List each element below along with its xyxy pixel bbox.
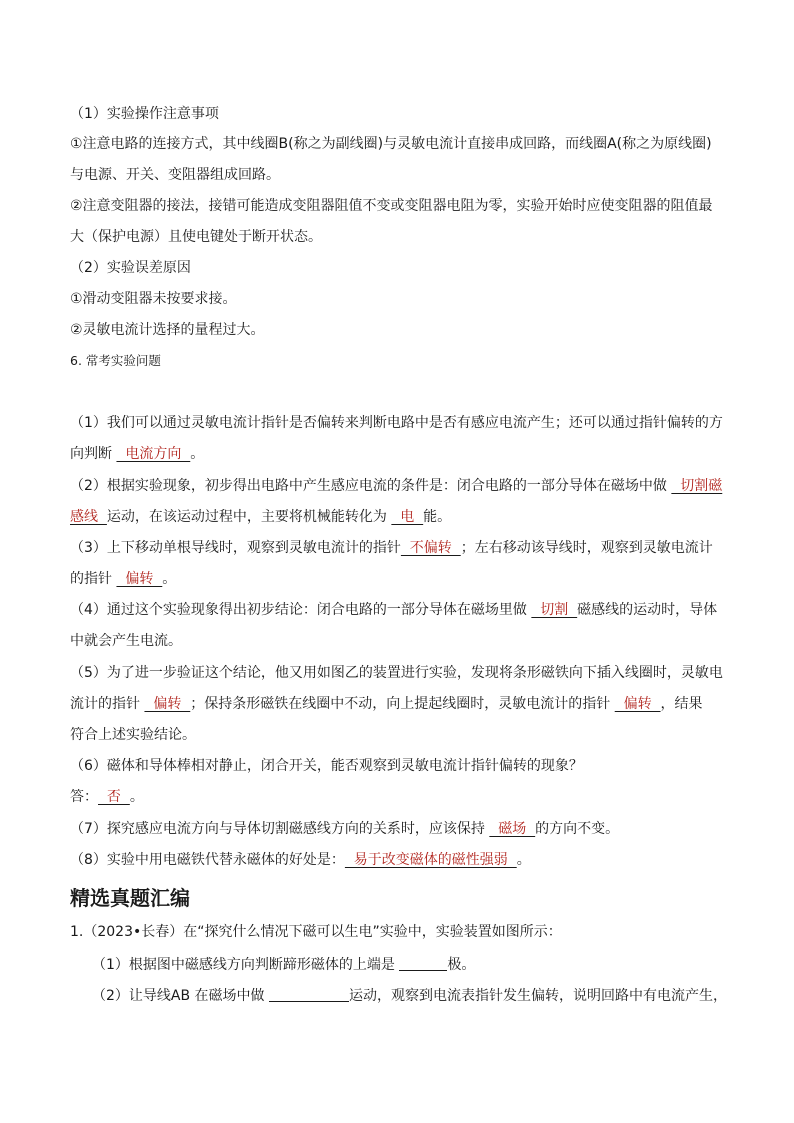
q4-suffix: 磁感线的运动时，导体 [577,602,718,618]
q4-prefix: （4）通过这个实验现象得出初步结论：闭合电路的一部分导体在磁场里做 [70,602,532,618]
q3-line1 [70,538,730,558]
q2-answer2: 电 [391,509,424,525]
notes-item2-line1: ②注意变阻器的接法，接错可能造成变阻器阻值不变或变阻器电阻为零，实验开始时应使变阻器的阻值最 [70,198,713,214]
q2-prefix: （2）根据实验现象，初步得出电路中产生感应电流的条件是：闭合电路的一部分导体在磁场中做 [70,478,672,494]
q4-answer: 切割 [531,602,578,618]
section6-title: 6. 常考实验问题 [70,353,161,368]
q8-line1 [70,850,730,870]
q7-suffix: 的方向不变。 [535,821,620,837]
q2-answer1-part1: 切割磁 [671,478,723,494]
q7-line1 [70,819,730,839]
notes-item1-line2: 与电源、开关、变阻器组成回路。 [70,167,280,183]
q2-line2 [70,507,730,527]
q1-suffix: 。 [190,446,205,462]
problem1-sub2-suffix: 运动，观察到电流表指针发生偏转，说明回路中有电流产生， [349,988,727,1004]
notes-section1-title: （1）实验操作注意事项 [70,106,219,122]
q2-middle: 运动，在该运动过程中，主要将机械能转化为 [106,509,392,525]
q3-middle: ；左右移动该导线时，观察到灵敏电流计 [460,540,713,556]
q6-suffix: 。 [129,789,144,805]
q1-line1: （1）我们可以通过灵敏电流计指针是否偏转来判断电路中是否有感应电流产生；还可以通过指针偏转的方 [70,415,723,431]
q5-suffix: ，结果 [660,696,703,712]
q5-prefix: 流计的指针 [70,696,145,712]
q6-line1: （6）磁体和导体棒相对静止，闭合开关，能否观察到灵敏电流计指针偏转的现象？ [70,758,583,774]
notes-section2-title: （2）实验误差原因 [70,260,191,276]
q3-answer1: 不偏转 [400,540,461,556]
problem1-sub2 [92,986,752,1006]
q1-answer: 电流方向 [116,446,191,462]
q1-prefix: 向判断 [70,446,117,462]
q8-suffix: 。 [516,852,531,868]
problem1-sub1-blank[interactable] [399,956,447,971]
problem1-sub1-suffix: 极。 [447,957,476,973]
q6-line2 [70,787,730,807]
problem1-sub1 [92,955,752,975]
q5-middle: ；保持条形磁铁在线圈中不动，向上提起线圈时，灵敏电流计的指针 [190,696,615,712]
problem1-sub1-prefix: （1）根据图中磁感线方向判断蹄形磁体的上端是 [92,957,400,973]
q5-line3: 符合上述实验结论。 [70,727,196,743]
problem1-sub2-prefix: （2）让导线AB 在磁场中做 [92,988,269,1004]
q2-suffix: 能。 [423,509,452,525]
notes-error-item1: ①滑动变阻器未按要求接。 [70,291,237,307]
q5-line2 [70,694,730,714]
q6-prefix: 答： [70,789,98,805]
q1-line2 [70,444,730,464]
notes-error-item2: ②灵敏电流计选择的量程过大。 [70,322,265,338]
q3-answer2: 偏转 [116,571,163,587]
notes-item2-line2: 大（保护电源）且使电键处于断开状态。 [70,229,322,245]
q6-answer: 否 [98,789,130,805]
q8-prefix: （8）实验中用电磁铁代替永磁体的好处是： [70,852,345,868]
q3-suffix: 。 [162,571,177,587]
problem1-sub2-blank[interactable] [269,987,349,1002]
q7-answer: 磁场 [489,821,536,837]
q4-line2: 中就会产生电流。 [70,633,182,649]
q5-answer2: 偏转 [614,696,661,712]
section-heading: 精选真题汇编 [70,886,190,910]
q5-answer1: 偏转 [144,696,191,712]
q7-prefix: （7）探究感应电流方向与导体切割磁感线方向的关系时，应该保持 [70,821,490,837]
q8-answer: 易于改变磁体的磁性强弱 [344,852,517,868]
q5-line1: （5）为了进一步验证这个结论，他又用如图乙的装置进行实验，发现将条形磁铁向下插入线圈时，灵敏电 [70,665,723,681]
q2-line1 [70,476,730,496]
q4-line1 [70,600,730,620]
q3-line2 [70,569,730,589]
q3-prefix2: 的指针 [70,571,117,587]
q2-answer1-part2: 感线 [70,509,107,525]
notes-item1-line1: ①注意电路的连接方式，其中线圈B(称之为副线圈)与灵敏电流计直接串成回路，而线圈A(称之为原线圈) [70,136,712,152]
problem1-stem: 1.（2023•长春）在“探究什么情况下磁可以生电”实验中，实验装置如图所示： [70,924,562,940]
q3-prefix: （3）上下移动单根导线时，观察到灵敏电流计的指针 [70,540,401,556]
